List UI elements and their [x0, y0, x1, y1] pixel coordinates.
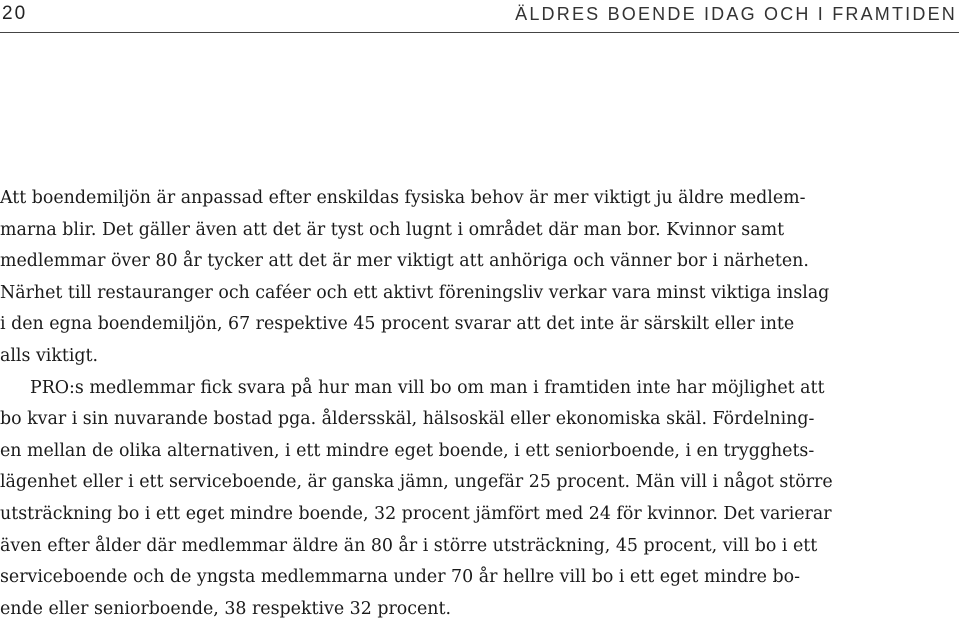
page-number: 20	[2, 3, 28, 24]
text-line: ende eller seniorboende, 38 respektive 32 procent.	[0, 598, 451, 619]
text-line: marna blir. Det gäller även att det är tyst och lugnt i området där man bor. Kvinnor samt	[0, 219, 785, 240]
text-line: Att boendemiljön är anpassad efter enskildas fysiska behov är mer viktigt ju äldre medlem-	[0, 188, 806, 208]
running-title: ÄLDRES BOENDE IDAG OCH I FRAMTIDEN	[515, 4, 957, 24]
text-line: en mellan de olika alternativen, i ett mindre eget boende, i ett seniorboende, i en trygghets-	[0, 440, 815, 461]
paragraph-1	[0, 183, 959, 373]
text-line: medlemmar över 80 år tycker att det är mer viktigt att anhöriga och vänner bor i närheten.	[0, 251, 809, 272]
header-rule	[0, 32, 959, 33]
text-line: bo kvar i sin nuvarande bostad pga. åldersskäl, hälsoskäl eller ekonomiska skäl. Fördelning-	[0, 409, 815, 430]
text-line: även efter ålder där medlemmar äldre än 80 år i större utsträckning, 45 procent, vill bo i ett	[0, 535, 818, 556]
text-line: i den egna boendemiljön, 67 respektive 45 procent svarar att det inte är särskilt eller inte	[0, 314, 795, 335]
text-line: utsträckning bo i ett eget mindre boende, 32 procent jämfört med 24 för kvinnor. Det varierar	[0, 503, 832, 524]
body-text	[0, 183, 959, 625]
text-line: serviceboende och de yngsta medlemmarna under 70 år hellre vill bo i ett eget mindre bo-	[0, 567, 800, 588]
page-header	[0, 0, 959, 34]
text-line: PRO:s medlemmar fick svara på hur man vill bo om man i framtiden inte har möjlighet att	[30, 377, 825, 398]
text-line: Närhet till restauranger och caféer och ett aktivt föreningsliv verkar vara minst viktiga inslag	[0, 282, 830, 303]
text-line: lägenhet eller i ett serviceboende, är ganska jämn, ungefär 25 procent. Män vill i något större	[0, 472, 833, 493]
paragraph-2	[0, 373, 959, 626]
text-line: alls viktigt.	[0, 345, 99, 366]
